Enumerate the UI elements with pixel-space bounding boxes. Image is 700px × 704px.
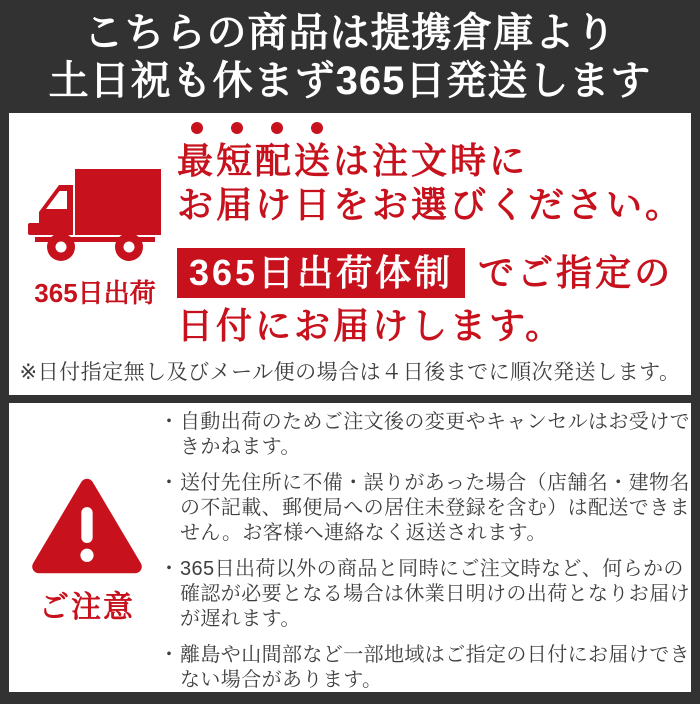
caution-list <box>159 410 691 704</box>
shipping-panel <box>9 113 691 395</box>
caution-item-text: 離島や山間部など一部地域はご指定の日付にお届けできない場合があります。 <box>180 644 690 691</box>
caution-panel <box>9 403 691 692</box>
top-banner-line2: 土日祝も休まず365日発送します <box>48 59 652 103</box>
caution-item-text: 365日出荷以外の商品と同時にご注文時など、何らかの確認が必要となる場合は休業日明けの出荷となりお届けが遅れます。 <box>180 558 690 630</box>
caution-list-item <box>159 410 691 460</box>
shipping-icon-block <box>15 167 175 310</box>
shipping-headline-line2: お届け日をお選びください。 <box>177 184 685 225</box>
emphasis-dot <box>191 122 203 134</box>
caution-list-item <box>159 557 691 632</box>
warning-triangle-icon <box>29 475 145 577</box>
top-banner <box>0 0 700 113</box>
caution-item-text: 自動出荷のためご注文後の変更やキャンセルはお受けできかねます。 <box>180 411 690 458</box>
bullet-marker: ・ <box>159 558 180 580</box>
top-banner-line1: こちらの商品は提携倉庫より <box>83 11 617 55</box>
bullet-marker: ・ <box>159 411 180 433</box>
shipping-message-block <box>177 122 684 348</box>
bullet-marker: ・ <box>159 644 180 666</box>
truck-label: 365日出荷 <box>34 278 156 308</box>
shipping-highlight-row <box>177 248 684 298</box>
caution-icon-block <box>9 475 165 626</box>
highlight-badge: 365日出荷体制 <box>177 248 465 298</box>
caution-list-item <box>159 471 691 546</box>
emphasis-dot <box>271 122 283 134</box>
caution-list-item <box>159 643 691 693</box>
shipping-headline-line3: 日付にお届けします。 <box>177 305 565 346</box>
highlight-suffix: でご指定の <box>478 252 674 293</box>
emphasis-dot <box>311 122 323 134</box>
shipping-headline-line1: 最短配送は注文時に <box>177 140 529 181</box>
bullet-marker: ・ <box>159 472 180 494</box>
shipping-note: ※日付指定無し及びメール便の場合は４日後までに順次発送します。 <box>19 361 681 384</box>
caution-item-text: 送付先住所に不備・誤りがあった場合（店舗名・建物名の不記載、郵便局への居住未登録を含む）は配送できません。お客様へ連絡なく返送されます。 <box>180 472 690 544</box>
caution-label: ご注意 <box>39 591 135 624</box>
delivery-truck-icon <box>27 167 163 265</box>
emphasis-dots <box>177 122 684 135</box>
emphasis-dot <box>231 122 243 134</box>
